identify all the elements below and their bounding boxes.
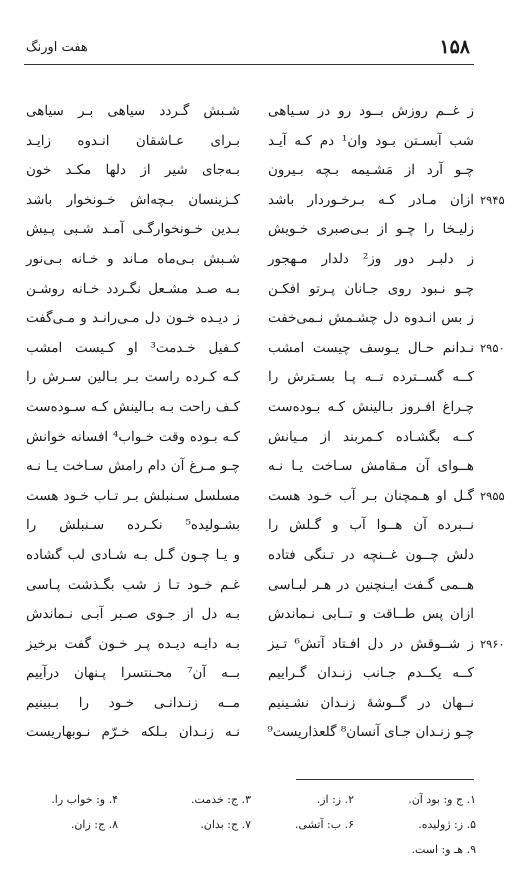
header-rule <box>24 64 474 65</box>
hemistich-left: کـه بـوده وقت خـواب⁴ افسانه خوانش <box>26 428 240 445</box>
hemistich-left: بــه آن⁷ محـنتسرا پـنهان درآییم <box>26 665 240 682</box>
verse-row <box>0 630 528 660</box>
verse-row <box>0 600 528 630</box>
hemistich-right: گـل او هـمچنان بـر آب خـود هست <box>268 487 474 504</box>
verse-row <box>0 482 528 512</box>
hemistich-right: چـو زنـدان جـای آنسان⁸ گلعذاریست⁹ <box>267 724 474 741</box>
verse-row <box>0 156 528 186</box>
verse-row <box>0 659 528 689</box>
verse-row <box>0 452 528 482</box>
hemistich-right: زلیـخا را چـو از بـی‌صبری خـویش <box>268 221 474 238</box>
hemistich-right: دلش چــون غــنچه در تـنگی فتاده <box>268 546 474 563</box>
running-title: هفت اورنگ <box>26 40 88 55</box>
footnote: ۸. ج: زان. <box>70 818 118 831</box>
hemistich-left: بـه دایـه دیـده پـر خـون گفت برخیز <box>26 635 240 652</box>
hemistich-left: بـدین خـونخوارگـی آمـد شـبی پـیش <box>26 221 240 238</box>
footnote-row <box>26 837 476 862</box>
verse-row <box>0 393 528 423</box>
verse-number: ۲۹۶۰ <box>480 636 505 651</box>
verse-row <box>0 363 528 393</box>
verse-row <box>0 127 528 157</box>
hemistich-left: بـه صـد مشـعل نگـردد خـانه روشـن <box>26 280 240 297</box>
footnote: ۴. و: خواب را. <box>51 793 118 806</box>
verse-row <box>0 245 528 275</box>
hemistich-right: نــبرده آن هــوا آب و گـلش را <box>268 517 474 534</box>
verse-row <box>0 689 528 719</box>
hemistich-left: بـرای عـاشقان انـدوه زایـد <box>26 132 240 149</box>
footnote-row <box>26 812 476 837</box>
hemistich-left: غـم خـود تـا ز شب بگـذشت پـاسی <box>26 576 240 593</box>
footnote: ۲. ز: از. <box>316 793 354 806</box>
verse-row <box>0 186 528 216</box>
hemistich-right: کــه گســترده تــه پـا بسـترش را <box>268 369 474 386</box>
hemistich-left: کـزینسان بـچه‌اش خـونخوار باشد <box>26 191 240 208</box>
verse-number: ۲۹۵۰ <box>480 340 505 355</box>
footnote: ۱. ج و: بود آن. <box>408 793 476 806</box>
hemistich-left: و یـا چـون گـل بـه شـادی لب گشاده <box>26 546 240 563</box>
hemistich-left: کـف راحت بـه بـالینش کـه سـوده‌ست <box>26 398 240 415</box>
hemistich-right: ز غــم روزش بــود رو در سـیاهی <box>268 103 474 119</box>
hemistich-left: کـه کـرده راست بـر بـالین سـرش را <box>26 369 240 386</box>
hemistich-right: نـدانم حـال یـوسف چیست امشب <box>268 339 474 356</box>
hemistich-right: چـراغ افـروز بـالینش کـه بـوده‌ست <box>268 398 474 415</box>
verse-row <box>0 275 528 305</box>
hemistich-right: ز بس انـدوه دل چشـمش نـمی‌خفت <box>268 310 474 327</box>
footnote: ۳. ج: خدمت. <box>191 793 251 806</box>
hemistich-right: چـو آرد از مَشـیمه بـچه بـیرون <box>268 162 474 179</box>
footnote-row <box>26 787 476 812</box>
hemistich-left: ز دیـده خـون دل مـی‌رانـد و مـی‌گفت <box>26 310 240 327</box>
verse-row <box>0 334 528 364</box>
hemistich-right: ز دلبـر دور وز² دلدار مـهجور <box>268 250 474 267</box>
verse-number: ۲۹۴۵ <box>480 192 505 207</box>
verse-row <box>0 511 528 541</box>
verse-number: ۲۹۵۵ <box>480 488 505 503</box>
hemistich-right: شب آبسـتن بـود وان¹ دم کـه آیـد <box>268 132 474 149</box>
hemistich-right: هــمی گـفت ایـنچنین در هـر لبـاسی <box>268 576 474 593</box>
verse-row <box>0 97 528 127</box>
hemistich-left: بـه‌جای شیر از دلها مکـد خون <box>26 162 240 179</box>
verse-row <box>0 423 528 453</box>
hemistich-left: کـفیل خـدمت³ او کـیست امشب <box>26 339 240 356</box>
footnote: ۵. ز: ژولیده. <box>418 818 476 831</box>
footnote: ۶. ب: آتشی. <box>294 818 354 831</box>
poem <box>0 97 528 748</box>
footnote-rule <box>296 779 474 780</box>
hemistich-left: بشـولیده⁵ نکـرده سـنبلش را <box>26 517 240 534</box>
hemistich-right: هــوای آن مـقامش سـاخت یـا نـه <box>268 458 474 475</box>
verse-row <box>0 571 528 601</box>
hemistich-left: چـو مـرغ آن دام رامش سـاخت یـا نـه <box>26 458 240 475</box>
hemistich-left: بـه دل از جـوی صـبر آبـی نـماندش <box>26 606 240 623</box>
footnotes <box>26 787 476 862</box>
hemistich-left: نـه زنـدان بـلکه خـرّم نـوبهاریست <box>26 724 240 741</box>
hemistich-right: ازان پس طــاقت و تــابی نـماندش <box>268 606 474 623</box>
hemistich-right: چـو نـبود روی جـانان پـرتو افکـن <box>268 280 474 297</box>
verse-row <box>0 718 528 748</box>
hemistich-left: شـبش بـی‌ماه مـاند و خـانه بـی‌نور <box>26 250 240 267</box>
hemistich-left: مــه زنـدانـی خـود را بـبینیم <box>26 694 240 711</box>
verse-row <box>0 541 528 571</box>
hemistich-right: کــه یکــدم جـانب زنـدان گـراییم <box>268 665 474 682</box>
verse-row <box>0 215 528 245</box>
hemistich-right: کــه بگشـاده کـمربند از مـیانش <box>268 428 474 445</box>
hemistich-right: ز شــوقش در دل افـتاد آتش⁶ تـیز <box>268 635 475 652</box>
verse-row <box>0 304 528 334</box>
hemistich-left: مسلسل سـنبلش بـر تـاب خـود هست <box>26 487 240 504</box>
footnote: ۹. هـ و: است. <box>411 843 476 856</box>
hemistich-left: شـبش گـردد سیاهی بـر سیاهی <box>26 103 240 119</box>
hemistich-right: ازان مـادر کـه بـرخـوردار باشد <box>268 191 474 208</box>
footnote: ۷. ج: بدان. <box>200 818 251 831</box>
hemistich-right: نــهان در گــوشهٔ زنـدان نشـینیم <box>268 694 474 711</box>
page-number: ۱۵۸ <box>439 36 470 58</box>
